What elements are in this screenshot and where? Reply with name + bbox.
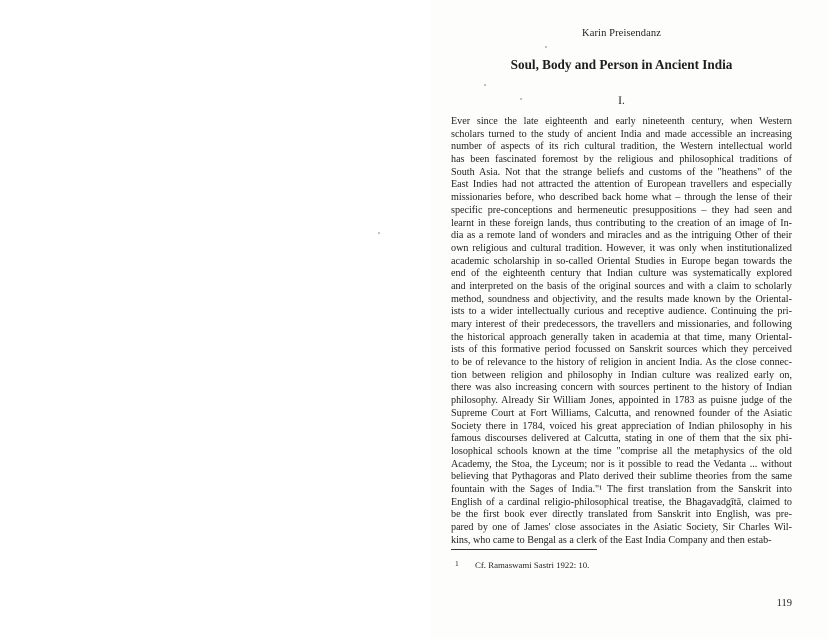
text-line: and interpreted on the basis of the original sources and with a claim to scholarly xyxy=(451,280,792,292)
text-line: tion between religion and philosophy in Indian culture was realized early on, xyxy=(451,369,792,381)
text-line: famous discourses delivered at Calcutta, stating in one of them that the six phi- xyxy=(451,433,792,445)
scan-speck xyxy=(484,84,486,86)
text-line: has been fascinated foremost by the religious and philosophical traditions of xyxy=(451,154,792,166)
footnote-text: Cf. Ramaswami Sastri 1922: 10. xyxy=(475,560,590,570)
text-line: specific pre-conceptions and hermeneutic presuppositions – they had seen and xyxy=(451,204,792,216)
text-line: number of aspects of its rich cultural tradition, the Western intellectual world xyxy=(451,141,792,153)
text-line: to be of relevance to the history of religion in ancient India. As the close connec- xyxy=(451,357,792,369)
scan-speck xyxy=(545,46,547,48)
text-line: English of a cardinal religio-philosophical treatise, the Bhagavadgītā, claimed to xyxy=(451,496,792,508)
text-line: believing that Pythagoras and Plato derived their sublime theories from the same xyxy=(451,471,792,483)
page-number: 119 xyxy=(776,598,792,609)
text-line: the historical approach generally taken in academia at that time, many Oriental- xyxy=(451,331,792,343)
footnote-number: 1 xyxy=(455,559,459,568)
text-line: philosophy. Already Sir William Jones, appointed in 1783 as puisne judge of the xyxy=(451,395,792,407)
scan-speck xyxy=(378,232,380,234)
text-line: dia as a remote land of wonders and miracles and as the intriguing Other of their xyxy=(451,230,792,242)
text-line: missionaries before, who described back home what – through the lense of their xyxy=(451,192,792,204)
text-line: method, soundness and objectivity, and the results made known by the Oriental- xyxy=(451,293,792,305)
running-header-author: Karin Preisendanz xyxy=(582,28,661,39)
text-line: own religious and cultural tradition. However, it was only when institutionalized xyxy=(451,242,792,254)
article-title: Soul, Body and Person in Ancient India xyxy=(510,57,733,72)
body-text xyxy=(451,116,792,547)
text-line: academic scholarship in so-called Oriental Studies in Europe began towards the xyxy=(451,255,792,267)
text-line: ists to a wider intellectually curious and receptive audience. Continuing the pri- xyxy=(451,306,792,318)
text-line: there was also increasing concern with sources pertinent to the history of Indian xyxy=(451,382,792,394)
text-line: pared by one of James' close associates in the Asiatic Society, Sir Charles Wil- xyxy=(451,522,792,533)
text-line: fountain with the Sages of India."¹ The first translation from the Sanskrit into xyxy=(451,483,792,495)
text-line: East Indies had not attracted the attention of European travellers and especially xyxy=(451,179,792,191)
text-line: be the first book ever directly translated from Sanskrit into English, was pre- xyxy=(451,509,792,521)
text-line: learnt in these foreign lands, thus contributing to the creation of an image of In- xyxy=(451,217,792,229)
section-number: I. xyxy=(618,95,625,107)
text-line: kins, who came to Bengal as a clerk of the East India Company and then estab- xyxy=(451,534,772,546)
footnote xyxy=(455,559,589,570)
text-line: Ever since the late eighteenth and early nineteenth century, when Western xyxy=(451,116,792,127)
text-line: scholars turned to the study of ancient India and made accessible an increasing xyxy=(451,128,792,140)
text-line: Society there in 1784, voiced his great appreciation of Indian philosophy in his xyxy=(451,420,792,432)
text-line: end of the eighteenth century that Indian culture was systematically explored xyxy=(451,268,792,280)
footnote-rule xyxy=(451,549,597,550)
text-line: losophical schools known at the time "comprise all the metaphysics of the old xyxy=(451,445,792,457)
text-line: mary interest of their predecessors, the travellers and missionaries, and following xyxy=(451,319,792,330)
text-line: South Asia. Not that the strange beliefs and customs of the "heathens" of the xyxy=(451,166,792,178)
text-line: Supreme Court at Fort Williams, Calcutta, and renowned founder of the Asiatic xyxy=(451,407,792,419)
text-line: ists of this formative period focussed on Sanskrit sources which they perceived xyxy=(451,344,792,356)
text-line: Academy, the Stoa, the Lyceum; nor is it possible to read the Vedanta ... without xyxy=(451,458,792,470)
